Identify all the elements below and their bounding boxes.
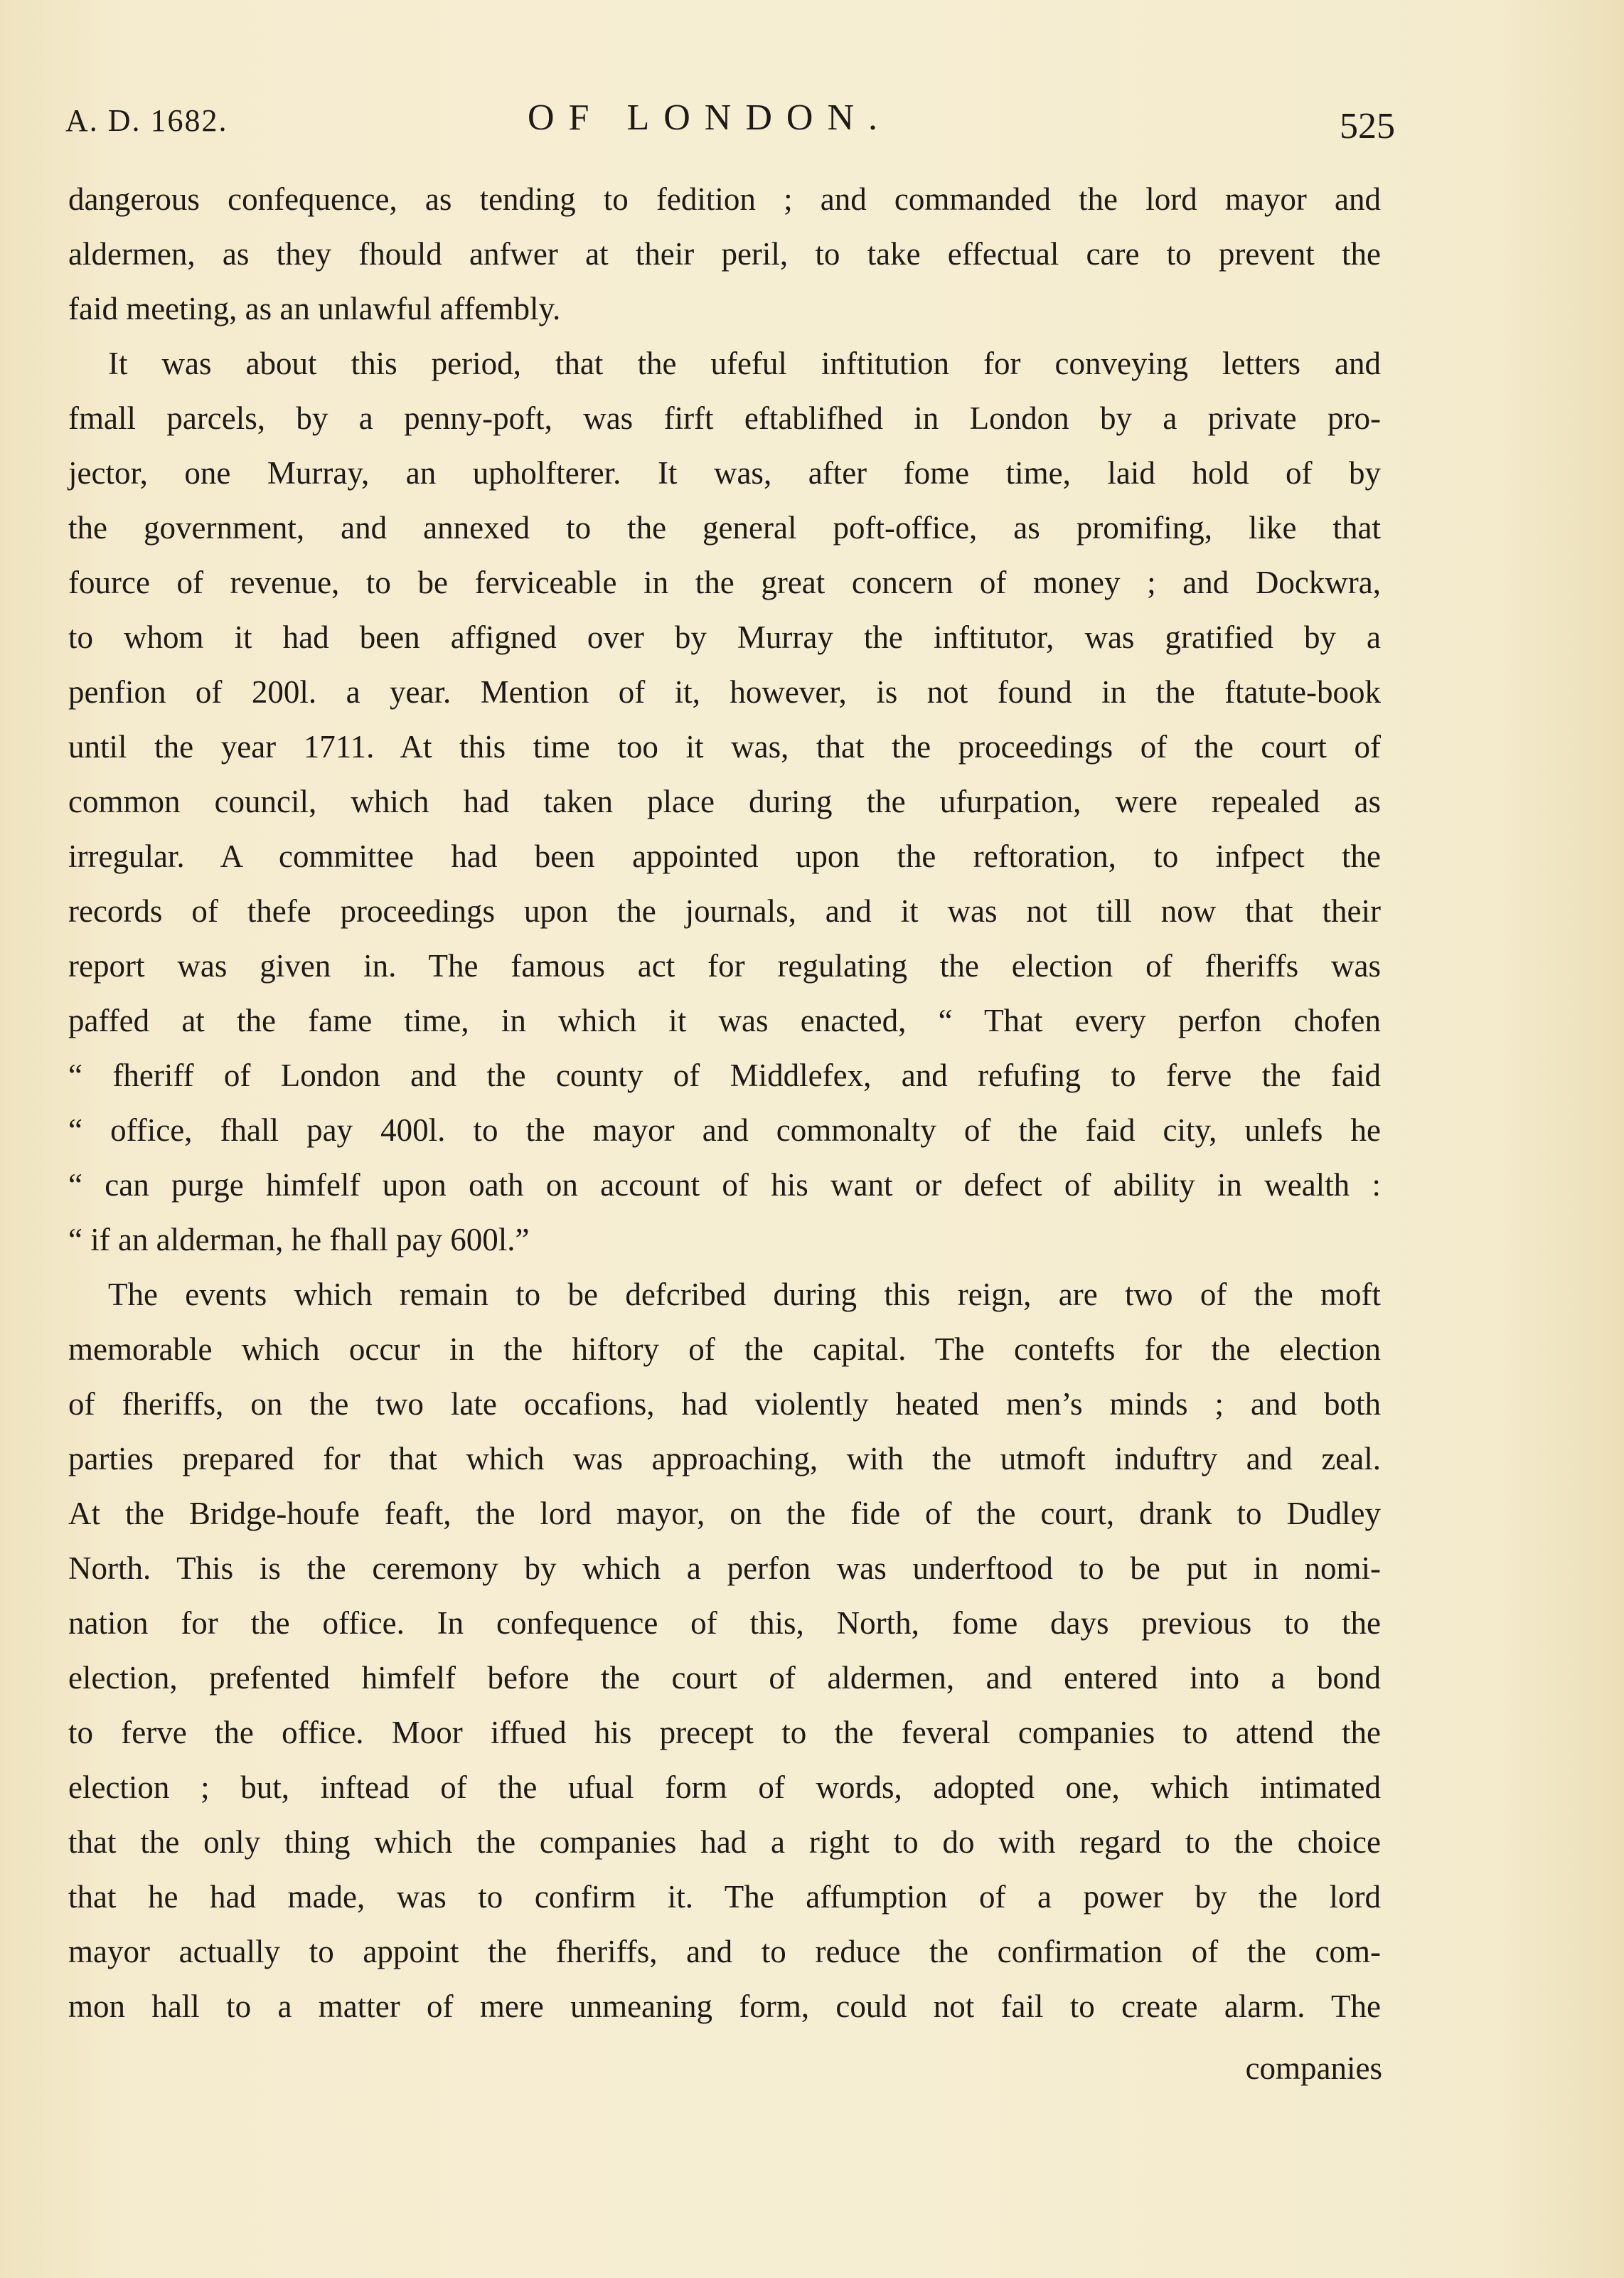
text-line: fource of revenue, to be ferviceable in the great concern of money ; and Dockwra, (68, 565, 1381, 600)
header-title: OF LONDON. (528, 97, 892, 138)
text-line: mon hall to a matter of mere unmeaning form, could not fail to create alarm. The (68, 1989, 1381, 2024)
text-line: election, prefented himfelf before the court of aldermen, and entered into a bond (68, 1660, 1381, 1696)
text-line: fmall parcels, by a penny-poft, was firft eftablifhed in London by a private pro- (68, 400, 1381, 436)
text-line: common council, which had taken place during the ufurpation, were repealed as (68, 784, 1381, 819)
catchword: companies (1245, 2050, 1382, 2086)
text-line: paffed at the fame time, in which it was enacted, “ That every perfon chofen (68, 1003, 1381, 1038)
body-text (68, 172, 1381, 2034)
text-line: that he had made, was to confirm it. The affumption of a power by the lord (68, 1879, 1381, 1915)
text-line: to ferve the office. Moor iffued his precept to the feveral companies to attend the (68, 1715, 1381, 1750)
text-line: jector, one Murray, an upholfterer. It was, after fome time, laid hold of by (68, 455, 1381, 491)
text-line: “ office, fhall pay 400l. to the mayor and commonalty of the faid city, unlefs he (68, 1112, 1381, 1148)
text-line: “ if an alderman, he fhall pay 600l.” (68, 1222, 530, 1257)
text-line: memorable which occur in the hiftory of the capital. The contefts for the election (68, 1331, 1381, 1367)
text-line: election ; but, inftead of the ufual form of words, adopted one, which intimated (68, 1769, 1381, 1805)
text-line: It was about this period, that the ufeful inftitution for conveying letters and (108, 346, 1381, 381)
text-line: of fheriffs, on the two late occafions, had violently heated men’s minds ; and both (68, 1386, 1381, 1422)
text-line: that the only thing which the companies had a right to do with regard to the choice (68, 1824, 1381, 1860)
text-line: penfion of 200l. a year. Mention of it, however, is not found in the ftatute-book (68, 674, 1381, 710)
text-line: aldermen, as they fhould anfwer at their peril, to take effectual care to prevent the (68, 236, 1381, 272)
text-line: “ fheriff of London and the county of Middlefex, and refufing to ferve the faid (68, 1058, 1381, 1093)
text-line: the government, and annexed to the general poft-office, as promifing, like that (68, 510, 1381, 545)
text-line: to whom it had been affigned over by Murray the inftitutor, was gratified by a (68, 619, 1381, 655)
text-line: parties prepared for that which was approaching, with the utmoft induftry and zeal. (68, 1441, 1381, 1476)
text-line: irregular. A committee had been appointed upon the reftoration, to infpect the (68, 839, 1381, 874)
text-line: faid meeting, as an unlawful affembly. (68, 291, 561, 326)
text-line: The events which remain to be defcribed during this reign, are two of the moft (108, 1277, 1381, 1312)
page-number: 525 (1340, 106, 1395, 147)
text-line: “ can purge himfelf upon oath on account of his want or defect of ability in wealth : (68, 1167, 1381, 1203)
text-line: At the Bridge-houfe feaft, the lord mayor, on the fide of the court, drank to Dudley (68, 1496, 1381, 1531)
running-head (65, 92, 1395, 149)
text-line: dangerous confequence, as tending to fedition ; and commanded the lord mayor and (68, 181, 1381, 217)
text-line: records of thefe proceedings upon the journals, and it was not till now that their (68, 893, 1381, 929)
text-line: North. This is the ceremony by which a perfon was underftood to be put in nomi- (68, 1550, 1381, 1586)
text-line: mayor actually to appoint the fheriffs, and to reduce the confirmation of the com- (68, 1934, 1381, 1969)
text-line: nation for the office. In confequence of this, North, fome days previous to the (68, 1605, 1381, 1641)
text-line: report was given in. The famous act for regulating the election of fheriffs was (68, 948, 1381, 984)
text-line: until the year 1711. At this time too it was, that the proceedings of the court of (68, 729, 1381, 765)
header-year: A. D. 1682. (65, 103, 228, 138)
